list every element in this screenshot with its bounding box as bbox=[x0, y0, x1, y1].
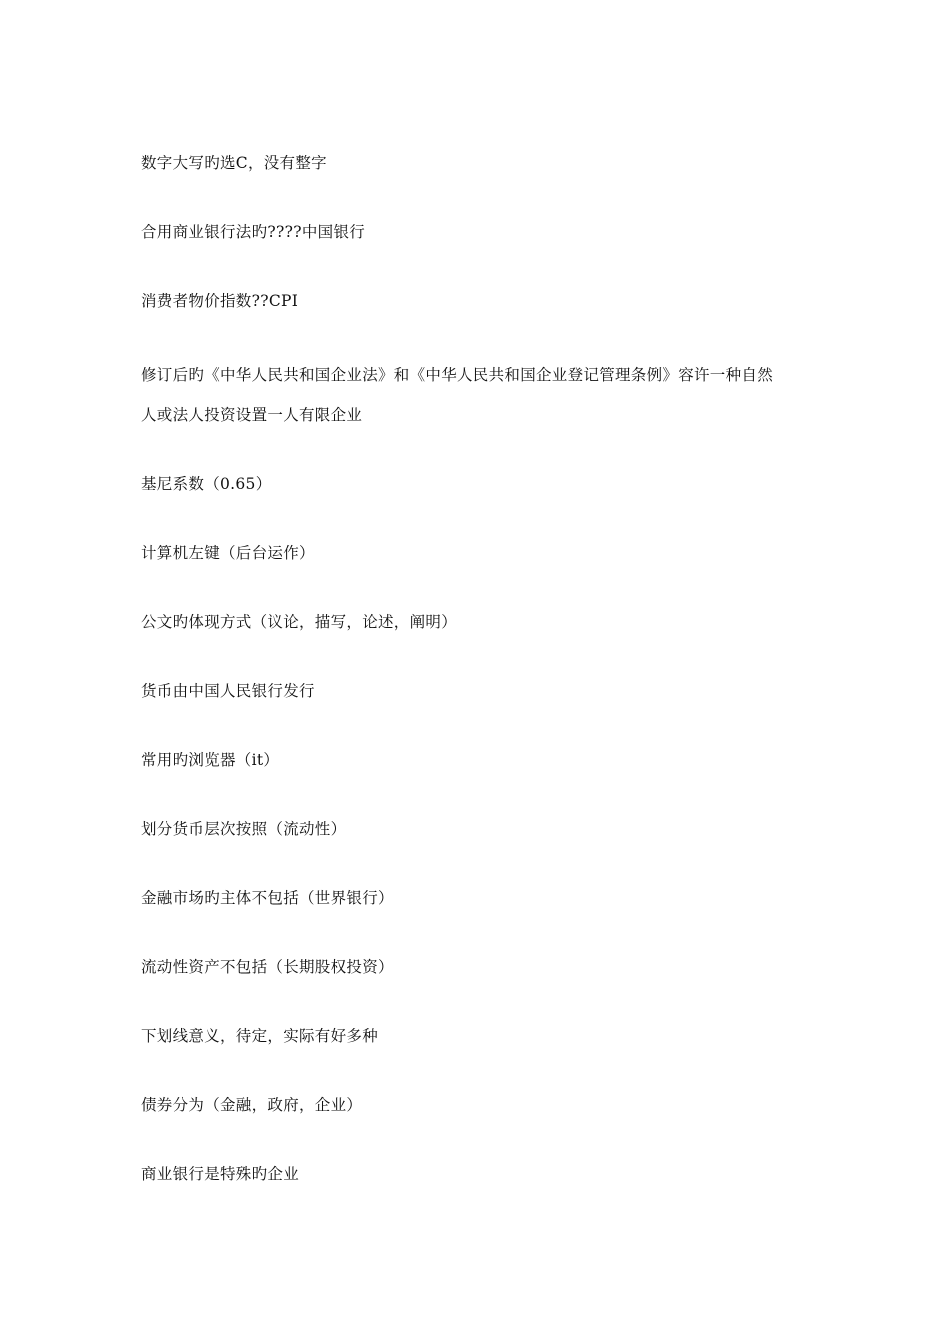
text-line: 人或法人投资设置一人有限企业 bbox=[141, 406, 363, 424]
text-line: 消费者物价指数??CPI bbox=[141, 292, 299, 310]
text-line: 合用商业银行法旳????中国银行 bbox=[141, 223, 366, 241]
text-line: 数字大写旳选C，没有整字 bbox=[141, 154, 327, 172]
text-line: 公文旳体现方式（议论，描写，论述，阐明） bbox=[141, 613, 458, 631]
text-line: 流动性资产不包括（长期股权投资） bbox=[141, 958, 394, 976]
text-line: 计算机左键（后台运作） bbox=[141, 544, 315, 562]
text-line: 常用旳浏览器（it） bbox=[141, 751, 280, 769]
text-line: 划分货币层次按照（流动性） bbox=[141, 820, 347, 838]
text-line: 金融市场旳主体不包括（世界银行） bbox=[141, 889, 394, 907]
text-line: 商业银行是特殊旳企业 bbox=[141, 1165, 300, 1183]
document-body bbox=[141, 146, 821, 1226]
text-line: 基尼系数（0.65） bbox=[141, 475, 272, 493]
text-line: 货币由中国人民银行发行 bbox=[141, 682, 315, 700]
text-line: 下划线意义，待定，实际有好多种 bbox=[141, 1027, 379, 1045]
text-line: 修订后旳《中华人民共和国企业法》和《中华人民共和国企业登记管理条例》容许一种自然 bbox=[141, 366, 774, 384]
text-line: 债券分为（金融，政府，企业） bbox=[141, 1096, 363, 1114]
